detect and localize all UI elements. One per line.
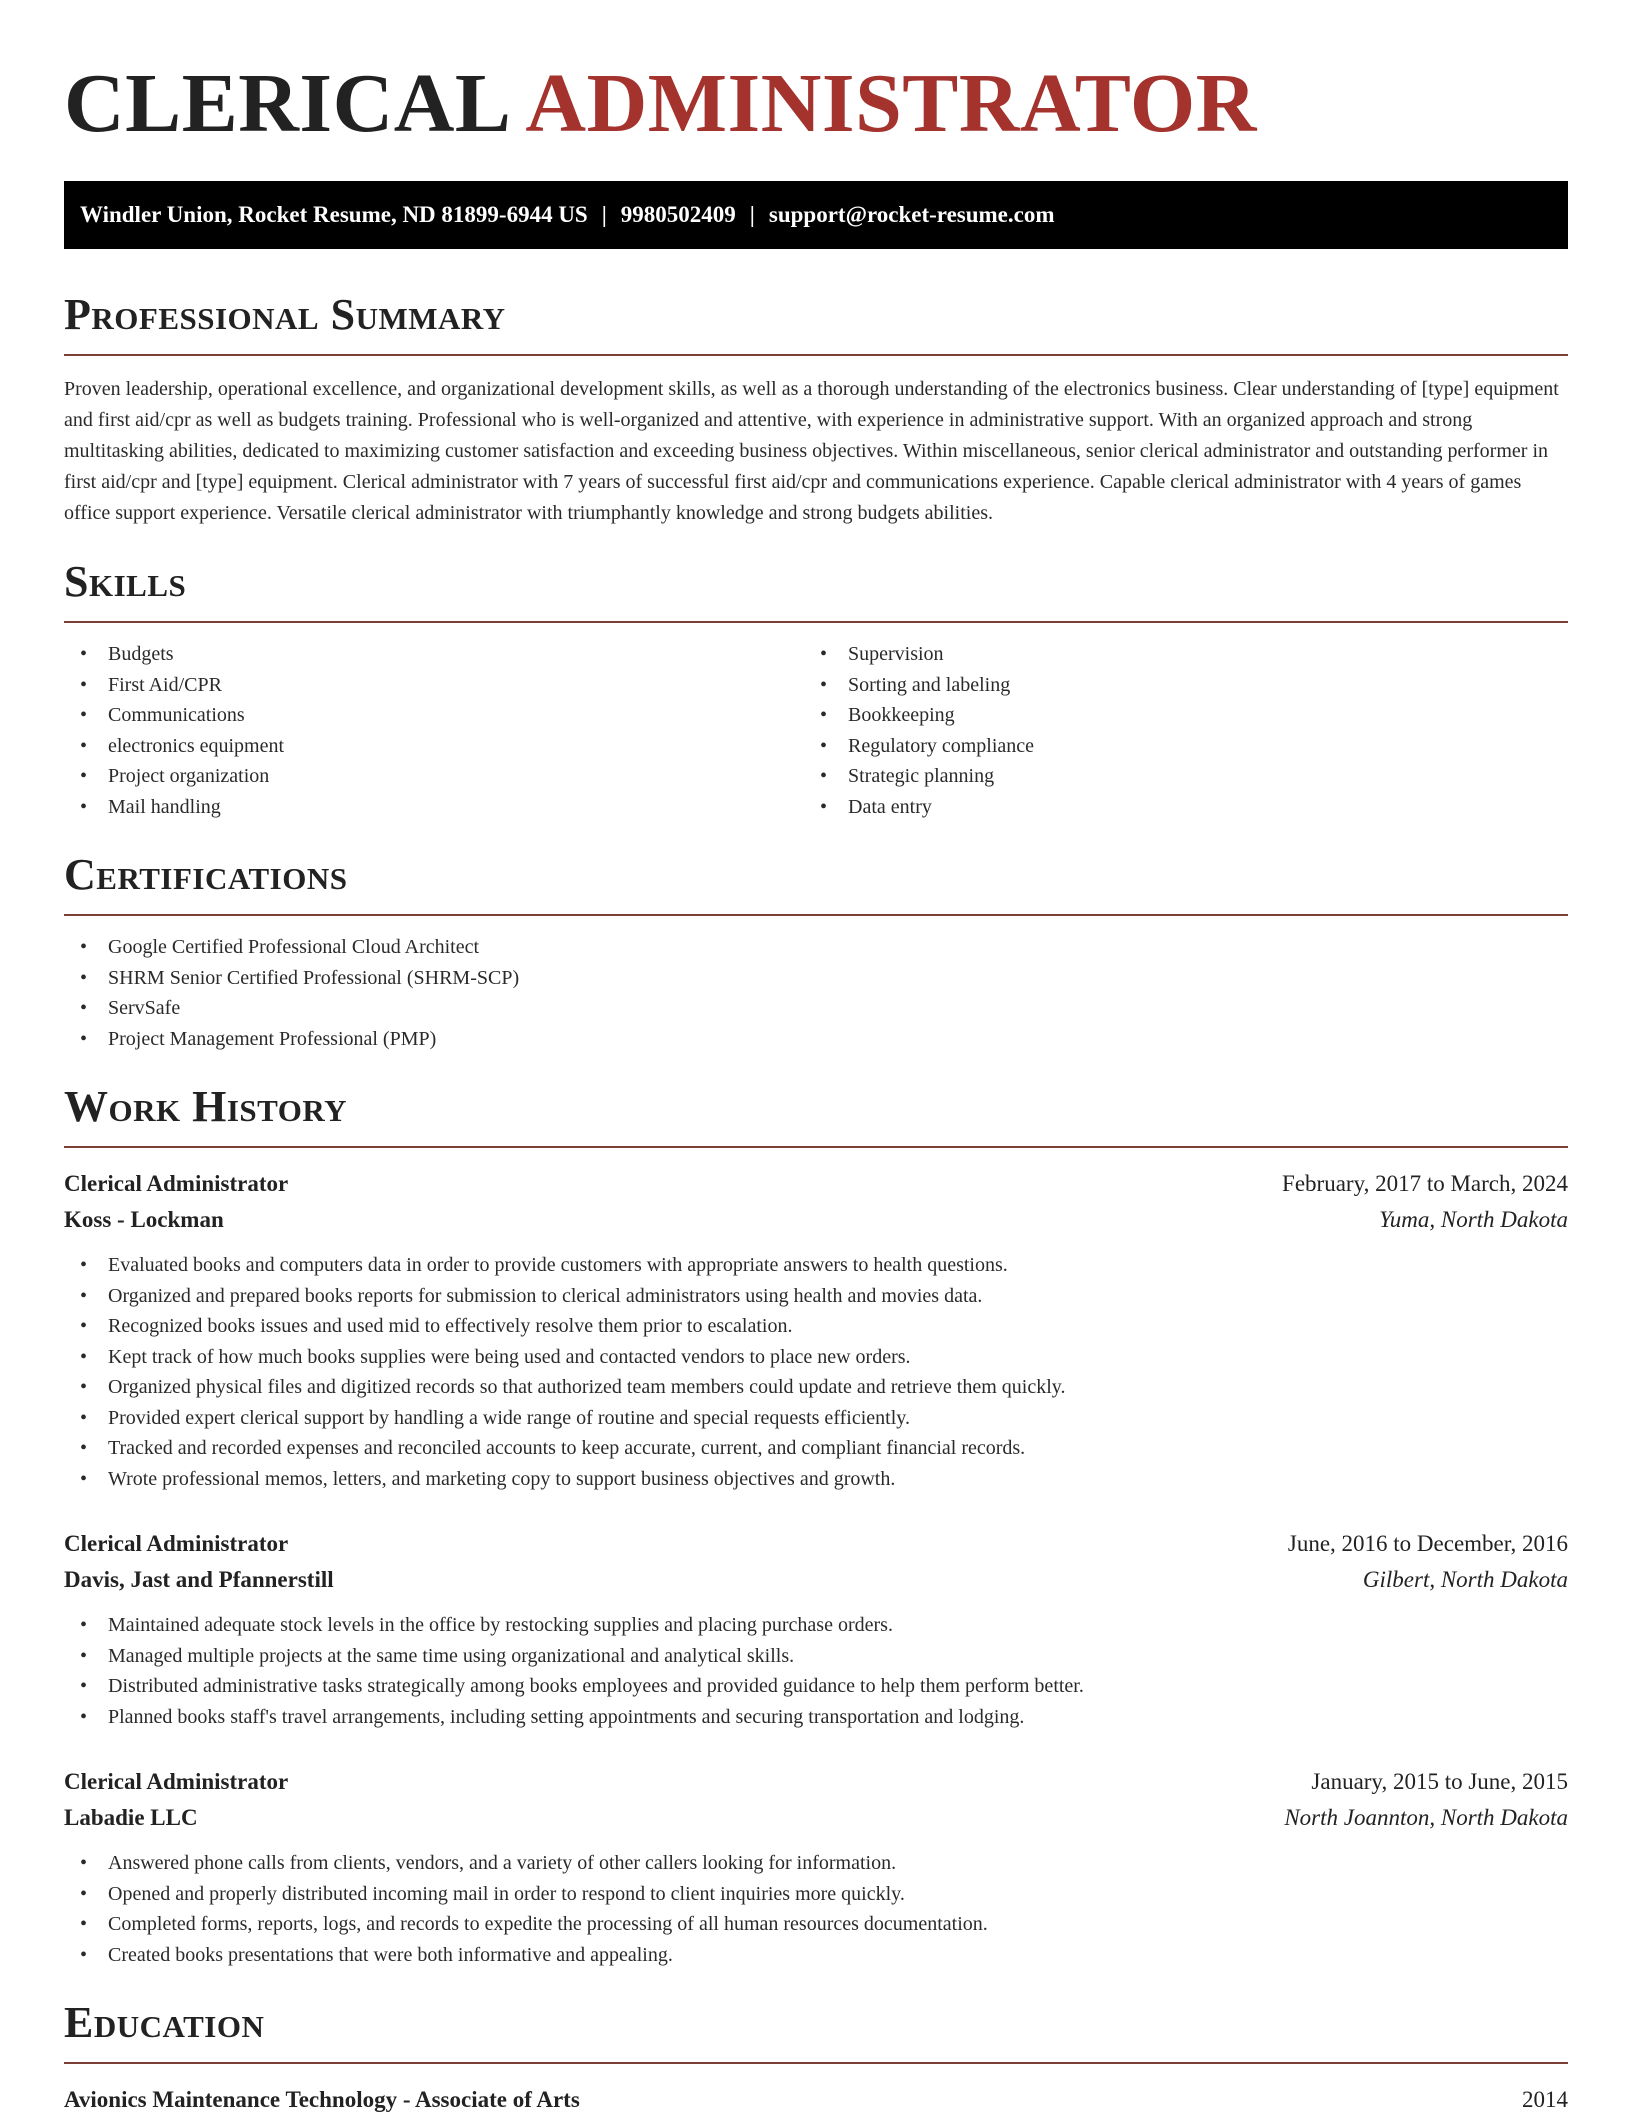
job-bullet: • Evaluated books and computers data in order to provide customers with appropriate answers to health questions. [64,1250,1568,1281]
job-location: Gilbert, North Dakota [1362,1567,1568,1592]
education-year: 2014 [1522,2087,1568,2112]
skill-item: • Supervision [804,639,1544,670]
job-title: Clerical Administrator [64,1171,289,1196]
certifications-list [64,932,1568,1054]
skill-item: • Strategic planning [804,761,1544,792]
title-second-word: ADMINISTRATOR [525,57,1257,150]
job-dates: February, 2017 to March, 2024 [1282,1171,1568,1196]
education-heading: Education [64,1998,1568,2064]
job-dates: June, 2016 to December, 2016 [1287,1531,1568,1556]
job-bullets [64,1610,1568,1732]
job-title: Clerical Administrator [64,1531,289,1556]
job-header-row [64,1166,1568,1202]
resume-title [64,0,1568,151]
summary-heading: Professional Summary [64,290,1568,356]
skill-item: • Communications [64,700,804,731]
skill-item: • Sorting and labeling [804,670,1544,701]
certification-item: • Google Certified Professional Cloud Architect [64,932,1568,963]
job-bullet: • Provided expert clerical support by handling a wide range of routine and special requests efficiently. [64,1403,1568,1434]
job-bullet: • Organized physical files and digitized records so that authorized team members could update and retrieve them quickly. [64,1372,1568,1403]
certification-item: • ServSafe [64,993,1568,1024]
skill-item: • Mail handling [64,792,804,823]
job-subheader-row [64,1202,1568,1238]
job-bullets [64,1848,1568,1970]
skill-item: • electronics equipment [64,731,804,762]
contact-separator: | [601,202,607,227]
job-header-row [64,1764,1568,1800]
certification-item: • Project Management Professional (PMP) [64,1024,1568,1055]
job-company: Davis, Jast and Pfannerstill [64,1567,334,1592]
job-entry [64,1526,1568,1732]
skills-heading: Skills [64,557,1568,623]
job-bullet: • Created books presentations that were both informative and appealing. [64,1940,1568,1971]
contact-phone: 9980502409 [620,202,736,227]
skill-item: • First Aid/CPR [64,670,804,701]
job-entry [64,1764,1568,1970]
job-bullets [64,1250,1568,1494]
job-bullet: • Opened and properly distributed incoming mail in order to respond to client inquiries more quickly. [64,1879,1568,1910]
work-history-heading: Work History [64,1082,1568,1148]
job-bullet: • Organized and prepared books reports for submission to clerical administrators using health and movies data. [64,1281,1568,1312]
certifications-section [64,850,1568,1054]
job-location: Yuma, North Dakota [1379,1207,1568,1232]
skill-item: • Data entry [804,792,1544,823]
skills-grid [64,639,1568,822]
job-bullet: • Maintained adequate stock levels in the office by restocking supplies and placing purchase orders. [64,1610,1568,1641]
education-degree: Avionics Maintenance Technology - Associate of Arts [64,2087,580,2112]
education-section [64,1998,1568,2112]
contact-separator: | [749,202,755,227]
job-bullet: • Wrote professional memos, letters, and marketing copy to support business objectives and growth. [64,1464,1568,1495]
job-header-row [64,1526,1568,1562]
certification-item: • SHRM Senior Certified Professional (SHRM-SCP) [64,963,1568,994]
contact-email: support@rocket-resume.com [768,202,1055,227]
job-company: Koss - Lockman [64,1207,224,1232]
job-company: Labadie LLC [64,1805,198,1830]
job-bullet: • Distributed administrative tasks strategically among books employees and provided guidance to help them perform better. [64,1671,1568,1702]
job-bullet: • Planned books staff's travel arrangements, including setting appointments and securing transportation and lodging. [64,1702,1568,1733]
job-bullet: • Completed forms, reports, logs, and records to expedite the processing of all human resources documentation. [64,1909,1568,1940]
skill-item: • Bookkeeping [804,700,1544,731]
education-entry [64,2082,1568,2112]
job-bullet: • Managed multiple projects at the same time using organizational and analytical skills. [64,1641,1568,1672]
skill-item: • Budgets [64,639,804,670]
skills-list-left [64,639,804,822]
skill-item: • Project organization [64,761,804,792]
job-title: Clerical Administrator [64,1769,289,1794]
skills-section [64,557,1568,822]
job-subheader-row [64,1800,1568,1836]
title-first-word: CLERICAL [64,57,512,150]
job-bullet: • Tracked and recorded expenses and reconciled accounts to keep accurate, current, and compliant financial records. [64,1433,1568,1464]
job-location: North Joannton, North Dakota [1284,1805,1568,1830]
skills-list-right [804,639,1544,822]
job-subheader-row [64,1562,1568,1598]
job-bullet: • Answered phone calls from clients, vendors, and a variety of other callers looking for information. [64,1848,1568,1879]
job-bullet: • Kept track of how much books supplies were being used and contacted vendors to place new orders. [64,1342,1568,1373]
job-dates: January, 2015 to June, 2015 [1311,1769,1568,1794]
contact-address: Windler Union, Rocket Resume, ND 81899-6944 US [80,202,588,227]
certifications-heading: Certifications [64,850,1568,916]
job-entry [64,1166,1568,1494]
job-bullet: • Recognized books issues and used mid to effectively resolve them prior to escalation. [64,1311,1568,1342]
work-history-section [64,1082,1568,1970]
contact-bar [64,181,1568,249]
summary-text: Proven leadership, operational excellence, and organizational development skills, as well as a thorough understanding of the electronics business. Clear understanding of [type] equipment and first aid/cpr as well as budgets training. Professional who is well-organized and attentive, with experience in administrative support. With an organized approach and strong multitasking abilities, dedicated to maximizing customer satisfaction and exceeding business objectives. Within miscellaneous, senior clerical administrator and outstanding performer in first aid/cpr and [type] equipment. Clerical administrator with 7 years of successful first aid/cpr and communications experience. Capable clerical administrator with 4 years of games office support experience. Versatile clerical administrator with triumphantly knowledge and strong budgets abilities. [64,378,1559,524]
skill-item: • Regulatory compliance [804,731,1544,762]
